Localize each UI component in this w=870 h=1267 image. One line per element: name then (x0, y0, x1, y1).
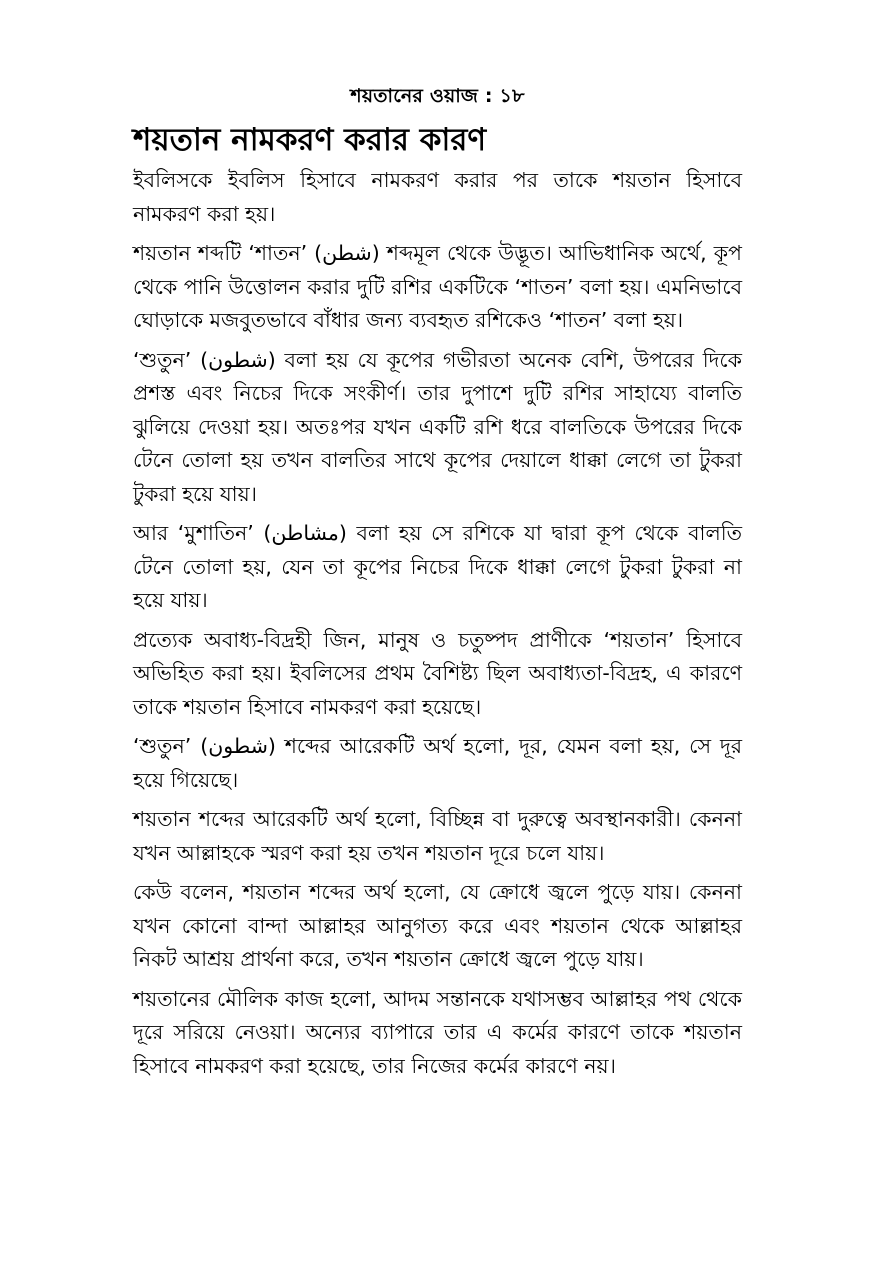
paragraph-4: আর ‘মুশাতিন’ (مشاطن) বলা হয় সে রশিকে যা দ্বারা কূপ থেকে বালতি টেনে তোলা হয়, যেন তা কূপের নিচের দিকে ধাক্কা লেগে টুকরা টুকরা না হয়ে যায়। (133, 521, 742, 612)
paragraph-9: শয়তানের মৌলিক কাজ হলো, আদম সন্তানকে যথাসম্ভব আল্লাহর পথ থেকে দূরে সরিয়ে নেওয়া। অন্যের ব্যাপারে তার এ কর্মের কারণে তাকে শয়তান হিসাবে নামকরণ করা হয়েছে, তার নিজের কর্মের কারণে নয়। (133, 986, 742, 1078)
paragraph-7: শয়তান শব্দের আরেকটি অর্থ হলো, বিচ্ছিন্ন বা দুরুত্বে অবস্থানকারী। কেননা যখন আল্লাহকে স্মরণ করা হয় তখন শয়তান দূরে চলে যায়। (133, 807, 742, 865)
paragraph-6: ‘শুতুন’ (شطون) শব্দের আরেকটি অর্থ হলো, দূর, যেমন বলা হয়, সে দূর হয়ে গিয়েছে। (133, 734, 743, 792)
running-header: শয়তানের ওয়াজ : ১৮ (350, 85, 525, 107)
paragraph-5: প্রত্যেক অবাধ্য-বিদ্রহী জিন, মানুষ ও চতুষ্পদ প্রাণীকে ‘শয়তান’ হিসাবে অভিহিত করা হয়। ইবলিসের প্রথম বৈশিষ্ট্য ছিল অবাধ্যতা-বিদ্রহ, এ কারণে তাকে শয়তান হিসাবে নামকরণ করা হয়েছে। (133, 627, 742, 719)
paragraph-8: কেউ বলেন, শয়তান শব্দের অর্থ হলো, যে ক্রোধে জ্বলে পুড়ে যায়। কেননা যখন কোনো বান্দা আল্লাহর আনুগত্য করে এবং শয়তান থেকে আল্লাহর নিকট আশ্রয় প্রার্থনা করে, তখন শয়তান ক্রোধে জ্বলে পুড়ে যায়। (133, 880, 742, 971)
paragraph-1: ইবলিসকে ইবলিস হিসাবে নামকরণ করার পর তাকে শয়তান হিসাবে নামকরণ করা হয়। (133, 168, 742, 226)
paragraph-2: শয়তান শব্দটি ‘শাতন’ (شطن) শব্দমূল থেকে উদ্ভূত। আভিধানিক অর্থে, কূপ থেকে পানি উত্তোলন করার দুটি রশির একটিকে ‘শাতন’ বলা হয়। এমনিভাবে ঘোড়াকে মজবুতভাবে বাঁধার জন্য ব্যবহৃত রশিকেও ‘শাতন’ বলা হয়। (133, 241, 742, 332)
chapter-title: শয়তান নামকরণ করার কারণ (133, 122, 487, 158)
paragraph-3: ‘শুতুন’ (شطون) বলা হয় যে কূপের গভীরতা অনেক বেশি, উপরের দিকে প্রশস্ত এবং নিচের দিকে সংকীর্ণ। তার দুপাশে দুটি রশির সাহায্যে বালতি ঝুলিয়ে দেওয়া হয়। অতঃপর যখন একটি রশি ধরে বালতিকে উপরের দিকে টেনে তোলা হয় তখন বালতির সাথে কূপের দেয়ালে ধাক্কা লেগে তা টুকরা টুকরা হয়ে যায়। (133, 347, 742, 506)
